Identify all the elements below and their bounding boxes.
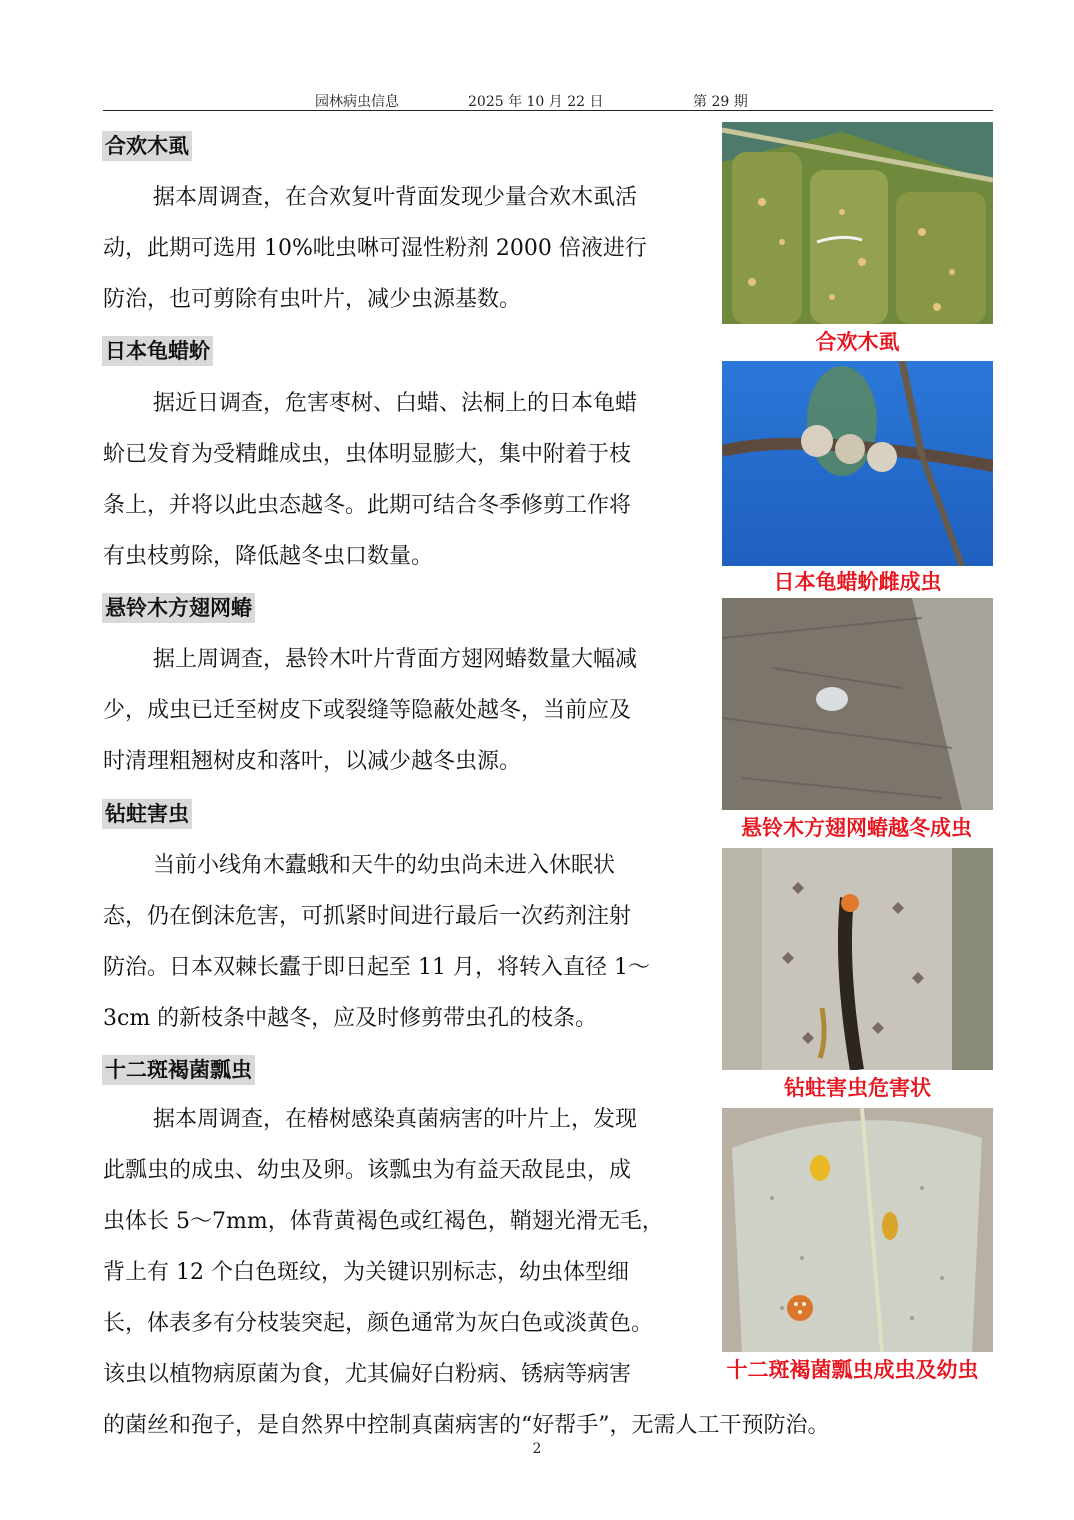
header-rule — [103, 110, 993, 111]
section-heading-5: 十二斑褐菌瓢虫 — [102, 1055, 255, 1085]
header-publication: 园林病虫信息 — [315, 94, 399, 110]
body-line: 少，成虫已迁至树皮下或裂缝等隐蔽处越冬，当前应及 — [103, 698, 632, 723]
body-line: 的菌丝和孢子，是自然界中控制真菌病害的“好帮手”，无需人工干预防治。 — [103, 1413, 830, 1438]
body-line: 条上，并将以此虫态越冬。此期可结合冬季修剪工作将 — [103, 493, 632, 518]
section-heading-4: 钻蛀害虫 — [102, 799, 192, 829]
body-line: 有虫枝剪除，降低越冬虫口数量。 — [103, 544, 434, 569]
ladybird-leaf-photo-icon — [722, 1108, 993, 1352]
figure-caption-5: 十二斑褐菌瓢虫成虫及幼虫 — [726, 1358, 979, 1382]
body-line: 长，体表多有分枝装突起，颜色通常为灰白色或淡黄色。 — [103, 1311, 654, 1336]
bark-photo-icon — [722, 598, 993, 810]
body-line: 据本周调查，在椿树感染真菌病害的叶片上，发现 — [153, 1107, 638, 1132]
figure-bark-photo — [722, 598, 993, 810]
body-line: 蚧已发育为受精雌成虫，虫体明显膨大，集中附着于枝 — [103, 442, 632, 467]
figure-caption-4: 钻蛀害虫危害状 — [784, 1076, 931, 1100]
figure-caption-2: 日本龟蜡蚧雌成虫 — [773, 570, 942, 594]
body-line: 当前小线角木蠹蛾和天牛的幼虫尚未进入休眠状 — [153, 853, 616, 878]
body-line: 虫体长 5～7mm，体背黄褐色或红褐色，鞘翅光滑无毛， — [103, 1209, 664, 1234]
section-body-2 — [103, 378, 705, 582]
body-line: 动，此期可选用 10%吡虫啉可湿性粉剂 2000 倍液进行 — [103, 236, 647, 261]
branch-photo-icon — [722, 361, 993, 566]
section-heading-3: 悬铃木方翅网蝽 — [102, 593, 255, 623]
figure-trunk-photo — [722, 848, 993, 1070]
body-line: 防治。日本双棘长蠹于即日起至 11 月，将转入直径 1～ — [103, 955, 650, 980]
section-body-1 — [103, 172, 705, 325]
body-line: 防治，也可剪除有虫叶片，减少虫源基数。 — [103, 287, 522, 312]
trunk-photo-icon — [722, 848, 993, 1070]
body-line: 据本周调查，在合欢复叶背面发现少量合欢木虱活 — [153, 185, 638, 210]
body-line: 时清理粗翘树皮和落叶，以减少越冬虫源。 — [103, 749, 522, 774]
body-line: 3cm 的新枝条中越冬，应及时修剪带虫孔的枝条。 — [103, 1006, 598, 1031]
section-heading-2: 日本龟蜡蚧 — [102, 336, 213, 366]
page-number: 2 — [532, 1441, 542, 1457]
body-line: 据上周调查，悬铃木叶片背面方翅网蝽数量大幅减 — [153, 647, 638, 672]
header-issue: 第 29 期 — [693, 94, 748, 110]
section-heading-1: 合欢木虱 — [102, 131, 192, 161]
section-body-4 — [103, 840, 705, 1044]
figure-leaf-photo — [722, 122, 993, 324]
header-date: 2025 年 10 月 22 日 — [468, 94, 604, 110]
figure-caption-1: 合欢木虱 — [815, 330, 900, 354]
body-line: 态，仍在倒沫危害，可抓紧时间进行最后一次药剂注射 — [103, 904, 632, 929]
section-body-3 — [103, 634, 705, 787]
body-line: 此瓢虫的成虫、幼虫及卵。该瓢虫为有益天敌昆虫，成 — [103, 1158, 632, 1183]
body-line: 该虫以植物病原菌为食，尤其偏好白粉病、锈病等病害 — [103, 1362, 632, 1387]
leaf-photo-icon — [722, 122, 993, 324]
body-line: 背上有 12 个白色斑纹，为关键识别标志，幼虫体型细 — [103, 1260, 629, 1285]
figure-ladybird-photo — [722, 1108, 993, 1352]
figure-caption-3: 悬铃木方翅网蝽越冬成虫 — [741, 816, 972, 840]
page-header — [103, 88, 993, 110]
body-line: 据近日调查，危害枣树、白蜡、法桐上的日本龟蜡 — [153, 391, 638, 416]
figure-branch-photo — [722, 361, 993, 566]
